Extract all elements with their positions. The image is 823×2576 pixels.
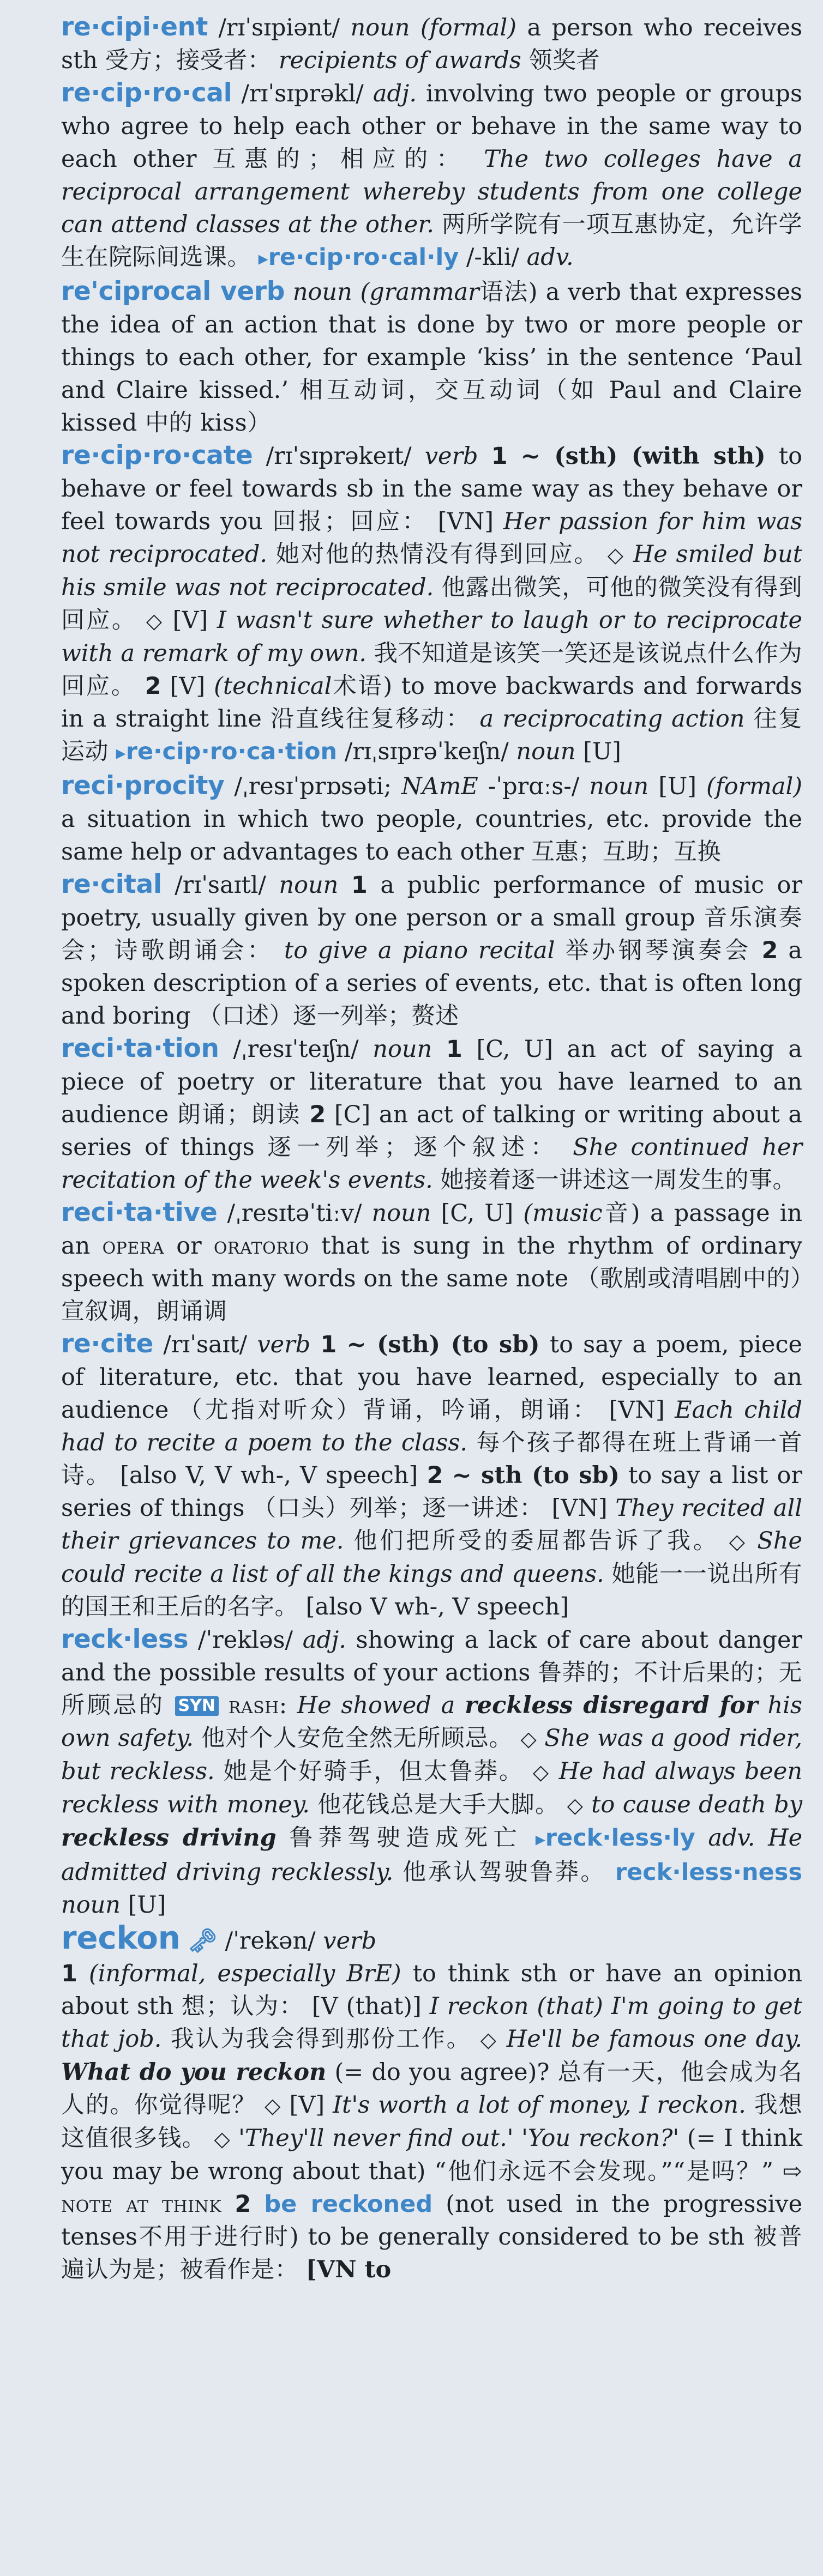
example: I wasn't sure whether to laugh or to reciprocate with a remark of my own.: [61, 607, 802, 667]
entry-reckless: [61, 1623, 802, 1921]
translation: 音乐演奏会；诗歌朗诵会：: [61, 904, 803, 964]
example: The two colleges have a reciprocal arrangement whereby students from one college can attend classes at the other.: [61, 146, 802, 238]
derivative-code: [U]: [128, 1891, 166, 1919]
derivative: re·cip·ro·ca·tion: [125, 738, 338, 765]
derivative-pronunciation: /rɪˌsɪprəˈkeɪʃn/: [344, 738, 509, 765]
headword: re'ciprocal verb: [61, 276, 285, 306]
part-of-speech: noun: [292, 279, 352, 306]
part-of-speech: adj.: [302, 1626, 346, 1654]
usage-label: (informal, especially BrE): [89, 1960, 401, 1987]
pronunciation-us: -ˈprɑːs-/: [488, 773, 580, 800]
example-translation: 她对他的热情没有得到回应。: [275, 541, 599, 568]
example-separator-icon: ◇: [265, 2094, 281, 2118]
translation: （尤指对听众）背诵，吟诵，朗诵：: [178, 1396, 599, 1424]
example-translation: 我认为我会得到那份工作。: [170, 2025, 472, 2053]
usage-label-translation: 语法): [479, 279, 538, 306]
example-separator-icon: ◇: [146, 609, 164, 633]
translation: （口头）列举；逐一讲述：: [253, 1495, 544, 1522]
headword: re·cital: [61, 869, 162, 899]
translation: 逐一列举；逐个叙述：: [267, 1134, 560, 1161]
derivative-pos: noun: [516, 738, 576, 765]
definition: a public performance of music or poetry, usually given by one person or a small group: [61, 872, 803, 932]
headword: reci·procity: [61, 771, 225, 801]
definition: to move backwards and forwards in a straight line: [61, 673, 802, 733]
headword: re·cip·ro·cal: [61, 78, 232, 108]
example: It's worth a lot of money, I reckon.: [333, 2091, 746, 2119]
verb-code: [VN]: [551, 1495, 608, 1522]
derivative-pos: adv.: [708, 1824, 755, 1852]
headword: re·cip·ro·cate: [61, 440, 253, 470]
part-of-speech: noun: [589, 773, 649, 800]
definition: to behave or feel towards sb in the same way as they behave or feel towards you: [61, 443, 803, 535]
pronunciation: /rɪˈsɪprəkeɪt/: [266, 443, 412, 470]
usage-label: (formal): [420, 14, 516, 41]
example-translation: 举办钢琴演奏会: [565, 937, 752, 964]
headword: reci·ta·tive: [61, 1198, 218, 1227]
example: Each child had to recite a poem to the class.: [61, 1396, 802, 1456]
example-translation: 她接着逐一讲述这一周发生的事。: [440, 1166, 796, 1194]
definition: to say a poem, piece of literature, etc. that you have learned, especially to an audience: [61, 1331, 802, 1424]
cross-reference-think: ⇨ note at think: [61, 2158, 802, 2218]
definition: a person who receives sth: [61, 14, 803, 74]
usage-label: (formal): [706, 773, 803, 800]
sense-number: 1: [320, 1331, 337, 1358]
pronunciation: /rɪˈsɪprəkl/: [241, 80, 364, 107]
derivative-arrow-icon: ▸: [535, 1828, 545, 1851]
example: recipients of awards: [278, 47, 521, 74]
translation: 朗诵；朗读: [177, 1101, 301, 1128]
derivative-arrow-icon: ▸: [258, 247, 268, 270]
grammar-pattern: ~ (sth) (to sb): [346, 1331, 540, 1358]
sense-number: 1: [61, 1960, 77, 1987]
entry-recipient: [61, 11, 802, 77]
usage-label: (music: [523, 1200, 603, 1227]
example: a reciprocating action: [479, 705, 745, 733]
entry-recitative: [61, 1196, 802, 1328]
example-translation: 我不知道是该笑一笑还是该说点什么作为回应。: [61, 640, 803, 700]
entry-reckon: [61, 1921, 802, 2286]
noun-code: [C, U]: [476, 1036, 553, 1063]
sense-number: 1: [351, 872, 368, 899]
translation: （口述）逐一列举；赘述: [198, 1002, 459, 1030]
definition: an act of saying a piece of poetry or literature that you have learned to an audience: [61, 1036, 802, 1128]
example-separator-icon: ◇: [520, 1727, 537, 1751]
definition: a spoken description of a series of events, etc. that is often long and boring: [61, 937, 802, 1030]
grammar-pattern: ~ sth (to sb): [452, 1462, 620, 1489]
verb-code: [VN to: [305, 2256, 392, 2283]
definition: a situation in which two people, countries, etc. provide the same help or advantages to each other: [61, 806, 802, 866]
definition: showing a lack of care about danger and the possible results of your actions: [61, 1626, 802, 1686]
translation: 沿直线往复移动：: [270, 705, 471, 733]
example-translation: “他们永远不会发现。”“是吗？”: [434, 2158, 774, 2185]
headword: reci·ta·tion: [61, 1033, 219, 1063]
translation: 回报；回应：: [272, 508, 429, 535]
part-of-speech: noun: [350, 14, 410, 41]
translation: 被普遍认为是；被看作是：: [61, 2223, 803, 2283]
translation: （歌剧或清唱剧中的）宣叙调，朗诵调: [61, 1265, 803, 1325]
definition: involving two people or groups who agree to help each other or behave in the same way to each other: [61, 80, 803, 173]
example: to cause death by: [591, 1791, 802, 1818]
example-translation: 鲁莽驾驶造成死亡: [289, 1824, 523, 1852]
cross-reference-oratorio: oratorio: [213, 1232, 309, 1260]
part-of-speech: verb: [424, 443, 478, 470]
definition: that is sung in the rhythm of ordinary speech with many words on the same note: [61, 1232, 803, 1292]
entry-reciprocal-verb: [61, 275, 802, 439]
dialect-label: NAmE: [401, 773, 478, 800]
example: I reckon (that) I'm going to get that job.: [61, 1993, 803, 2053]
translation: 相互动词，交互动词（如 Paul and Claire kissed 中的 kiss）: [61, 377, 802, 437]
usage-label: (grammar: [360, 279, 479, 306]
example: 'They'll never find out.' 'You reckon?': [238, 2125, 680, 2152]
definition: a verb that expresses the idea of an action that is done by two or more people or things to each other, for example ‘kiss’ in the sentence ‘Paul and Claire kissed.’: [61, 279, 802, 404]
entry-recite: [61, 1328, 802, 1623]
example-separator-icon: ◇: [607, 543, 625, 567]
headword: re·cite: [61, 1329, 154, 1359]
example-collocation: What do you reckon: [61, 2059, 327, 2086]
example: He had always been reckless with money.: [61, 1758, 803, 1818]
synonym-badge: SYN: [175, 1696, 219, 1716]
derivative: re·cip·ro·cal·ly: [268, 244, 459, 271]
example-translation: 他对个人安危全然无所顾忌。: [201, 1725, 513, 1752]
headword: reck·less: [61, 1624, 189, 1654]
example: He'll be famous one day.: [506, 2025, 803, 2053]
sense-number: 2: [235, 2191, 251, 2218]
derivative-pos: noun: [61, 1891, 121, 1919]
pronunciation: /rɪˈsɪpiənt/: [218, 14, 340, 41]
part-of-speech: noun: [373, 1036, 432, 1063]
noun-code: [C]: [334, 1101, 371, 1128]
part-of-speech: adj.: [373, 80, 417, 107]
definition: a passage in an: [61, 1200, 803, 1260]
example-collocation: reckless disregard for: [465, 1692, 758, 1719]
derivative: reck·less·ness: [615, 1859, 802, 1886]
part-of-speech: noun: [371, 1200, 431, 1227]
noun-code: [U]: [658, 773, 696, 800]
translation: 互惠的；相应的：: [212, 146, 468, 173]
translation: 鲁莽的；不计后果的；无所顾忌的: [61, 1659, 803, 1719]
verb-code: [VN]: [437, 508, 494, 535]
usage-label: (technical: [214, 673, 332, 700]
definition: an act of talking or writing about a series of things: [61, 1101, 803, 1161]
example: He admitted driving recklessly.: [61, 1824, 803, 1886]
example-translation: 她能一一说出所有的国王和王后的名字。: [61, 1561, 802, 1620]
example-translation: 领奖者: [528, 47, 600, 74]
example-translation: 他们把所受的委屈都告诉了我。: [353, 1527, 719, 1555]
example-separator-icon: ◇: [214, 2127, 231, 2151]
derivative-arrow-icon: ▸: [116, 742, 126, 764]
example: Her passion for him was not reciprocated.: [61, 508, 803, 568]
definition-connector: or: [176, 1232, 202, 1260]
translation: 想；认为：: [181, 1993, 304, 2020]
example-translation: 她是个好骑手，但太鲁莽。: [223, 1758, 524, 1785]
example: to give a piano recital: [284, 937, 555, 964]
pronunciation: /ˌresɪˈteɪʃn/: [233, 1036, 359, 1063]
headword: re·cipi·ent: [61, 12, 208, 42]
usage-label-translation: 音): [602, 1200, 641, 1227]
part-of-speech: verb: [323, 1927, 377, 1955]
entry-recital: [61, 868, 802, 1032]
example-translation: 他露出微笑，可他的微笑没有得到回应。: [61, 574, 802, 634]
example-separator-icon: ◇: [567, 1793, 584, 1817]
sense-number: 2: [309, 1101, 326, 1128]
pronunciation: /ˌresɪˈprɒsəti;: [234, 773, 392, 800]
verb-code: [also V wh-, V speech]: [305, 1593, 569, 1620]
derivative-pos: adv.: [526, 244, 574, 271]
example: He smiled but his smile was not reciprocated.: [61, 541, 803, 601]
example-translation: 每个孩子都得在班上背诵一首诗。: [61, 1429, 803, 1489]
verb-code: [V]: [172, 607, 208, 634]
entry-reciprocity: [61, 770, 802, 868]
example-translation: 两所学院有一项互惠协定，允许学生在院际间选课。: [61, 211, 802, 271]
derivative: reck·less·ly: [545, 1824, 695, 1852]
noun-code: [C, U]: [441, 1200, 514, 1227]
sense-number: 1: [446, 1036, 462, 1063]
translation: 受方；接受者：: [105, 47, 272, 74]
sense-number: 2: [145, 673, 161, 700]
part-of-speech: noun: [279, 872, 339, 899]
example-gloss: (= do you agree)?: [334, 2059, 550, 2086]
pronunciation: /rɪˈsaɪtl/: [175, 872, 266, 899]
definition: to be generally considered to be sth: [308, 2223, 745, 2251]
definition: to say a list or series of things: [61, 1462, 802, 1522]
example: She was a good rider, but reckless.: [61, 1725, 803, 1785]
verb-code: [also V, V wh-, V speech]: [120, 1462, 418, 1489]
example-collocation: reckless driving: [61, 1824, 277, 1852]
example-translation: 我想这值很多钱。: [61, 2091, 802, 2152]
example-separator-icon: ◇: [480, 2028, 498, 2052]
verb-code: [V]: [289, 2091, 325, 2119]
example-translation: 他承认驾驶鲁莽。: [403, 1859, 606, 1886]
grammar-note: (not used in the progressive tenses: [61, 2191, 803, 2251]
example: They recited all their grievances to me.: [61, 1495, 803, 1555]
verb-code: [VN]: [609, 1396, 665, 1424]
usage-label-translation: 术语): [332, 673, 393, 700]
key-icon: 🗝: [188, 1927, 218, 1955]
entry-recitation: [61, 1032, 802, 1196]
sense-number: 1: [491, 443, 508, 470]
phrase: be reckoned: [264, 2191, 433, 2218]
definition: to think sth or have an opinion about sth: [61, 1960, 803, 2020]
cross-reference-opera: opera: [102, 1232, 164, 1260]
example-gloss: (= I think you may be wrong about that): [61, 2125, 803, 2185]
pronunciation: /ˌresɪtəˈtiːv/: [227, 1200, 362, 1227]
sense-number: 2: [426, 1462, 443, 1489]
entry-reciprocal: [61, 77, 802, 275]
synonym: rash:: [228, 1692, 287, 1719]
example: She continued her recitation of the week's events.: [61, 1134, 802, 1194]
example-separator-icon: ◇: [729, 1529, 748, 1553]
grammar-note-translation: 不用于进行时): [137, 2223, 299, 2251]
pronunciation: /rɪˈsaɪt/: [163, 1331, 248, 1358]
derivative-pronunciation: /-kli/: [466, 244, 519, 271]
example-translation: 往复运动: [61, 705, 803, 765]
verb-code: [V]: [170, 673, 206, 700]
pronunciation: /ˈrekən/: [225, 1927, 316, 1955]
example: He showed a: [297, 1692, 455, 1719]
verb-code: [V (that)]: [311, 1993, 422, 2020]
part-of-speech: verb: [257, 1331, 311, 1358]
example-separator-icon: ◇: [532, 1760, 550, 1784]
example-translation: 他花钱总是大手大脚。: [317, 1791, 560, 1818]
grammar-pattern: ~ (sth) (with sth): [520, 443, 766, 470]
pronunciation: /ˈrekləs/: [197, 1626, 293, 1654]
entry-reciprocate: [61, 439, 802, 770]
translation: 互惠；互助；互换: [531, 838, 722, 866]
example-translation: 总有一天，他会成为名人的。你觉得呢？: [61, 2059, 803, 2119]
headword: reckon: [61, 1919, 181, 1956]
derivative-code: [U]: [583, 738, 621, 765]
example: She could recite a list of all the kings and queens.: [61, 1527, 803, 1588]
example: his own safety.: [61, 1692, 802, 1752]
sense-number: 2: [761, 937, 778, 964]
